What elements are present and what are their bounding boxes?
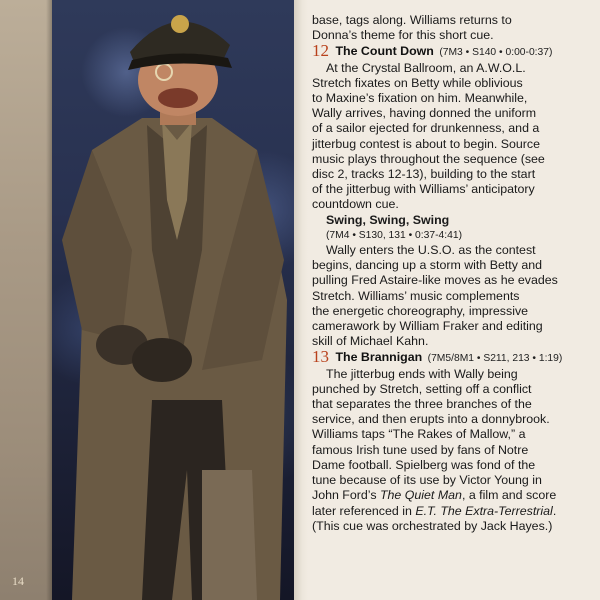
page-number: 14 bbox=[12, 574, 24, 588]
track-13-line: The jitterbug ends with Wally being bbox=[326, 366, 518, 381]
track-12-line: to Maxine’s fixation on him. Meanwhile, bbox=[312, 91, 528, 106]
track-13-line: later referenced in E.T. The Extra-Terrestrial. bbox=[312, 503, 557, 518]
track-13-timing: (7M5/8M1 • S211, 213 • 1:19) bbox=[427, 353, 563, 365]
intro-line-1: base, tags along. Williams returns to bbox=[312, 13, 512, 27]
page-gutter bbox=[294, 0, 308, 600]
track-12-number: 12 bbox=[312, 41, 329, 61]
film-title-quiet-man: The Quiet Man bbox=[379, 488, 462, 503]
track-12-line: Stretch fixates on Betty while oblivious bbox=[312, 75, 523, 90]
track-13-line: punched by Stretch, setting off a conflict bbox=[312, 381, 532, 396]
track-12-title: The Count Down bbox=[335, 44, 434, 59]
track-13-number: 13 bbox=[312, 347, 329, 367]
film-title-et: E.T. The Extra-Terrestrial bbox=[415, 503, 553, 518]
track-12-line: Wally arrives, having donned the uniform bbox=[312, 106, 537, 121]
track-12-line: At the Crystal Ballroom, an A.W.O.L. bbox=[326, 60, 526, 75]
track-13-heading bbox=[312, 349, 594, 366]
soldier-photo-icon bbox=[52, 0, 300, 600]
track-12-heading bbox=[312, 43, 594, 60]
track-13-line: (This cue was orchestrated by Jack Hayes.) bbox=[312, 518, 553, 533]
sub-cue-line: Stretch. Williams’ music complements bbox=[312, 288, 520, 303]
sub-cue-timing: (7M4 • S130, 131 • 0:37-4:41) bbox=[326, 229, 463, 241]
track-12-line: countdown cue. bbox=[312, 197, 399, 212]
track-13-line: that separates the three branches of the bbox=[312, 397, 532, 412]
track-12-line: of a sailor ejected for drunkenness, and a bbox=[312, 121, 540, 136]
left-photo-strip bbox=[0, 0, 52, 600]
intro-line-2: Donna’s theme for this short cue. bbox=[312, 28, 494, 43]
sub-cue-line: pulling Fred Astaire-like moves as he evades bbox=[312, 273, 558, 288]
track-12-line: jitterbug contest is about to begin. Source bbox=[312, 136, 540, 151]
sub-cue-line: camerawork by William Fraker and editing bbox=[312, 319, 543, 334]
liner-notes-column bbox=[312, 13, 594, 534]
track-13-line: famous Irish tune used by fans of Notre bbox=[312, 442, 529, 457]
track-12-line: of the jitterbug with Williams’ anticipatory bbox=[312, 182, 535, 197]
track-12-line: disc 2, tracks 12-13), building to the start bbox=[312, 167, 536, 182]
sub-cue-line: the energetic choreography, impressive bbox=[312, 303, 529, 318]
track-12-line: music plays throughout the sequence (see bbox=[312, 151, 545, 166]
track-13-line: tune because of its use by Victor Young in bbox=[312, 473, 542, 488]
track-13-line: John Ford’s The Quiet Man, a film and score bbox=[312, 488, 557, 503]
sub-cue-line: begins, dancing up a storm with Betty and bbox=[312, 258, 543, 273]
track-12-timing: (7M3 • S140 • 0:00-0:37) bbox=[439, 47, 553, 59]
track-13-title: The Brannigan bbox=[335, 350, 423, 365]
track-13-line: service, and then erupts into a donnybrook. bbox=[312, 412, 550, 427]
sub-cue-title: Swing, Swing, Swing bbox=[326, 212, 450, 227]
sub-cue-line: skill of Michael Kahn. bbox=[312, 334, 429, 349]
sub-cue-line: Wally enters the U.S.O. as the contest bbox=[326, 243, 536, 258]
track-13-line: Williams taps “The Rakes of Mallow,” a bbox=[312, 427, 526, 442]
track-13-line: Dame football. Spielberg was fond of the bbox=[312, 457, 536, 472]
